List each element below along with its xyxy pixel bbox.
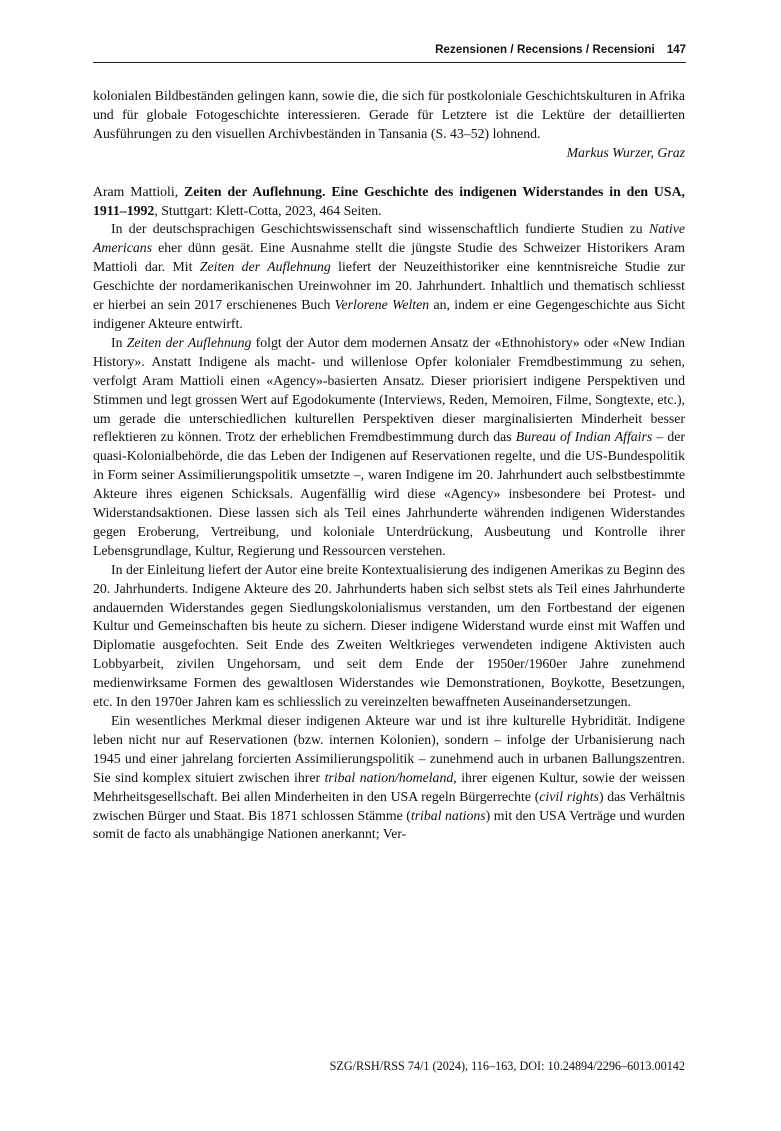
text-run: an, indem er eine Gegengeschichte aus Sicht indigener Akteure entwirft. bbox=[93, 297, 685, 331]
body-text bbox=[93, 87, 685, 844]
italic-term: Verlorene Welten bbox=[334, 297, 430, 313]
italic-term: Zeiten der Auflehnung bbox=[126, 334, 252, 350]
paragraph-4 bbox=[93, 712, 685, 844]
text-run: – der quasi-Kolonialbehörde, die das Leben der Indigenen auf Reservationen regelte, und die US-Bundespolitik in Form seiner Assimilierungspolitik umsetzte –, waren Indigene im 20. Jahrhundert auch selbstbestimmte Akteure ihres eigenen Schicksals. Augenfällig wird diese «Agency» insbesondere bei Protest- und Widerstandsaktionen. Diese lassen sich als Teil eines Jahrhunderte währenden indigenen Widerstandes gegen Eroberung, Vertreibung, und koloniale Unterdrückung, Ausbeutung und Kontrolle ihrer Lebensgrundlage, Kultur, Regierung und Ressourcen verstehen. bbox=[93, 429, 685, 558]
italic-term: civil rights bbox=[539, 788, 599, 804]
paragraph-3: In der Einleitung liefert der Autor eine breite Kontextualisierung des indigenen Amerikas zu Beginn des 20. Jahrhunderts. Indigene Akteure des 20. Jahrhunderts haben sich selbst stets als Teil eines Jahrhunderte andauernden Widerstandes gegen Siedlungskolonialismus verstanden, um den Fortbestand der eigenen Kultur und Gemeinschaften bis heute zu sichern. Dieser indigene Widerstand wurde einst mit Waffen und Diplomatie ausgefochten. Seit Ende des Zweiten Weltkrieges verwendeten indigene Aktivisten auch Lobbyarbeit, zivilen Ungehorsam, und seit dem Ende der 1950er/1960er Jahre zunehmend medienwirksame Formen des gewaltlosen Widerstandes wie Demonstrationen, Boykotte, Besetzungen, etc. In den 1970er Jahren kam es schliesslich zu vereinzelten bewaffneten Auseinandersetzungen. bbox=[93, 561, 685, 710]
reviewer-signature: Markus Wurzer, Graz bbox=[566, 144, 685, 160]
text-run: Ein wesentliches Merkmal dieser indigenen Akteure war und ist ihre kulturelle Hybridität. Indigene leben nicht nur auf Reservationen (bzw. internen Kolonien), sondern – infolge der Urbanisierung nach 1945 und einer jahrelang forcierten Assimilierungspolitik – zunehmend auch in urbanen Ballungszentren. Sie sind komplex situiert zwischen ihrer bbox=[93, 713, 685, 785]
italic-term: Native Americans bbox=[93, 221, 685, 256]
text-run: In bbox=[111, 334, 127, 350]
text-run: In der deutschsprachigen Geschichtswissenschaft sind wissenschaftlich fundierte Studien zu bbox=[111, 221, 649, 237]
page-number: 147 bbox=[666, 44, 686, 56]
italic-term: Zeiten der Auflehnung bbox=[199, 259, 331, 275]
text-run: liefert der Neuzeithistoriker eine kenntnisreiche Studie zur Geschichte der nordamerikanischen Ureinwohner im 20. Jahrhundert. Inhaltlich und thematisch schliesst er hierbei an sein 2017 erschienenes Buch bbox=[93, 259, 686, 313]
journal-citation-footer: SZG/RSH/RSS 74/1 (2024), 116–163, DOI: 10.24894/2296–6013.00142 bbox=[329, 1059, 685, 1073]
italic-term: tribal nations bbox=[410, 807, 486, 823]
review-bibliographic-header bbox=[93, 183, 685, 221]
previous-review-continuation: kolonialen Bildbeständen gelingen kann, sowie die, die sich für postkoloniale Geschichtskulturen in Afrika und für globale Fotogeschichte interessieren. Gerade für Letztere ist die Lektüre der detaillierten Ausführungen zu den visuellen Archivbeständen in Tansania (S. 43–52) lohnend. bbox=[93, 88, 685, 141]
text-run: , ihrer eigenen Kultur, sowie der weissen Mehrheitsgesellschaft. Bei allen Minderheiten in den USA regeln Bürgerrechte ( bbox=[93, 769, 686, 804]
italic-term: Bureau of Indian Affairs bbox=[515, 429, 653, 445]
italic-term: tribal nation/homeland bbox=[324, 769, 454, 785]
section-title: Rezensionen / Recensions / Recensioni bbox=[435, 44, 655, 56]
running-head bbox=[93, 44, 686, 56]
paragraph-1 bbox=[93, 220, 685, 333]
book-title: Zeiten der Auflehnung. Eine Geschichte des indigenen Widerstandes in den USA, 1911–1992 bbox=[93, 183, 685, 218]
header-rule bbox=[93, 62, 686, 63]
book-author: Aram Mattioli, bbox=[93, 183, 179, 199]
book-publication: , Stuttgart: Klett-Cotta, 2023, 464 Seiten. bbox=[154, 202, 382, 218]
paragraph-2 bbox=[93, 334, 685, 561]
text-run: folgt der Autor dem modernen Ansatz der «Ethnohistory» oder «New Indian History». Anstatt Indigene als macht- und willenlose Opfer kolonialer Fremdbestimmung zu sehen, verfolgt Aram Mattioli einen «Agency»-basierten Ansatz. Dieser priorisiert indigene Perspektiven und Stimmen und legt grossen Wert auf Egodokumente (Interviews, Reden, Memoiren, Filme, Songtexte, etc.), um gerade die unterschiedlichen kulturellen Perspektiven dieser marginalisierten Minderheit besser reflektieren zu können. Trotz der erheblichen Fremdbestimmung durch das bbox=[93, 334, 686, 445]
text-run: ) das Verhältnis zwischen Bürger und Staat. Bis 1871 schlossen Stämme ( bbox=[93, 788, 685, 823]
text-run: eher dünn gesät. Eine Ausnahme stellt die jüngste Studie des Schweizer Historikers Aram Mattioli dar. Mit bbox=[93, 240, 685, 275]
text-run: ) mit den USA Verträge und wurden somit de facto als unabhängige Nationen anerkannt; Ver- bbox=[93, 807, 685, 842]
